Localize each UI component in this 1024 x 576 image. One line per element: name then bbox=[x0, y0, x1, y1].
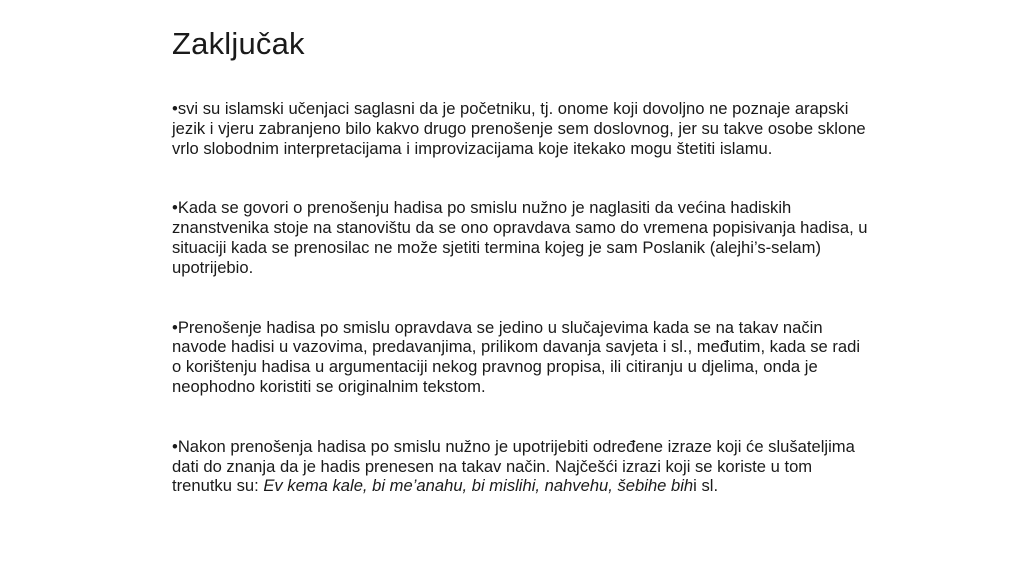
bullet-mark: • bbox=[172, 436, 178, 456]
bullet-text: Kada se govori o prenošenju hadisa po smislu nužno je naglasiti da većina hadiskih znanstvenika stoje na stanovištu da se ono opravdava samo do vremena popisivanja hadisa, u situaciji kada se prenosilac ne može sjetiti termina kojeg je sam Poslanik (alejhi’s-selam) upotrijebio. bbox=[172, 198, 868, 277]
bullet-mark: • bbox=[172, 317, 178, 337]
bullet-list bbox=[172, 99, 872, 496]
bullet-italic-text: Ev kema kale, bi me’anahu, bi mislihi, nahvehu, šebihe bih bbox=[263, 476, 694, 496]
bullet-text: svi su islamski učenjaci saglasni da je početniku, tj. onome koji dovoljno ne poznaje arapski jezik i vjeru zabranjeno bilo kakvo drugo prenošenje sem doslovnog, jer su takve osobe sklone vrlo slobodnim interpretacijama i improvizacijama koje itekako mogu štetiti islamu. bbox=[172, 99, 866, 158]
bullet-mark: • bbox=[172, 99, 178, 118]
bullet-item-3 bbox=[172, 318, 872, 397]
bullet-text: Nakon prenošenja hadisa po smislu nužno je upotrijebiti određene izraze koji će slušateljima dati do znanja da je hadis prenesen na takav način. Najčešći izrazi koji se koriste u tom trenutku su: bbox=[172, 436, 855, 496]
bullet-mark: • bbox=[172, 198, 178, 218]
bullet-text-end: i sl. bbox=[693, 476, 719, 496]
bullet-item-4 bbox=[172, 437, 872, 496]
bullet-item-2 bbox=[172, 198, 872, 277]
bullet-text: Prenošenje hadisa po smislu opravdava se jedino u slučajevima kada se na takav način navode hadisi u vazovima, predavanjima, prilikom davanja savjeta i sl., međutim, kada se radi o korištenju hadisa u argumentaciji nekog pravnog propisa, ili citiranju u djelima, onda je neophodno koristiti se originalnim tekstom. bbox=[172, 317, 861, 396]
slide-title: Zaključak bbox=[172, 26, 305, 61]
bullet-item-1 bbox=[172, 99, 872, 158]
